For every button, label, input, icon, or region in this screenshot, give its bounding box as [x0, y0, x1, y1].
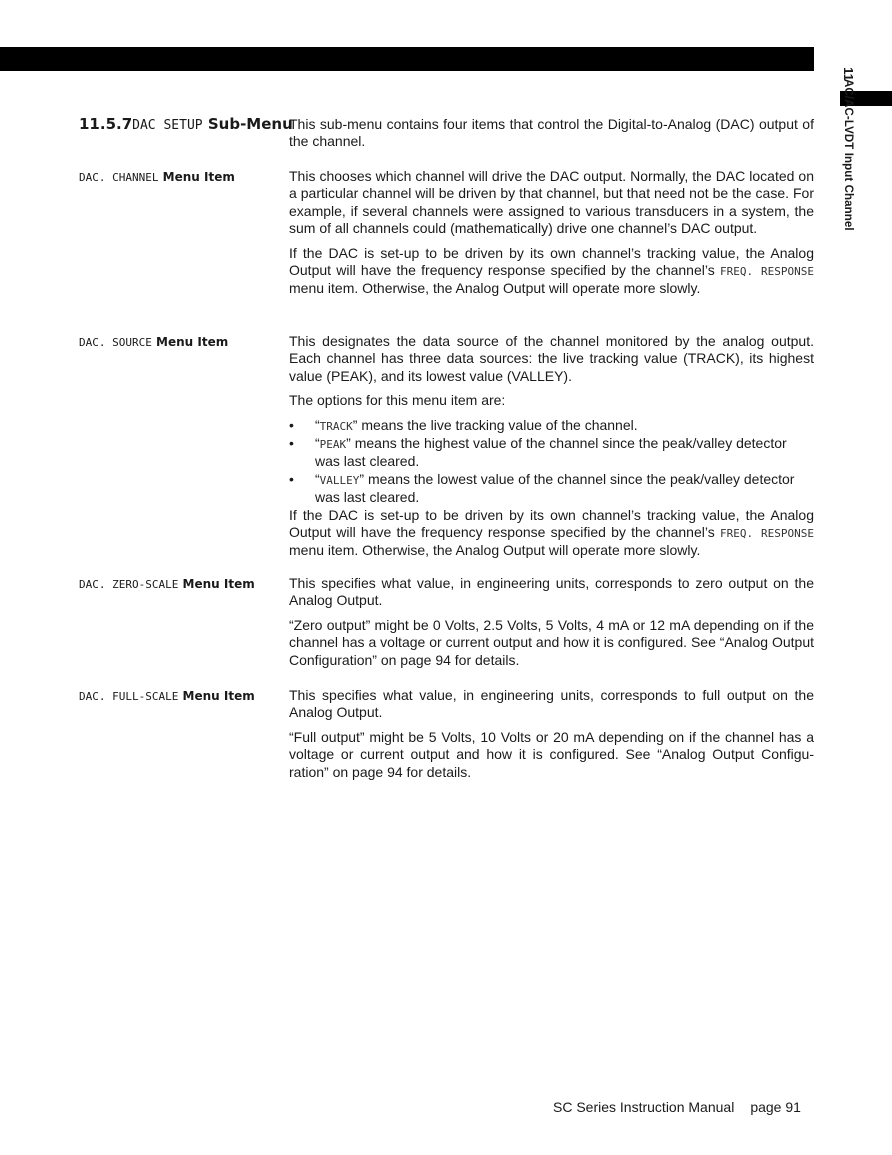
list-item — [289, 471, 814, 507]
item-body-source — [289, 333, 814, 560]
item-suffix-full-scale: Menu Item — [182, 689, 255, 703]
option-text-track: ” means the live tracking value of the channel. — [352, 416, 638, 433]
item-heading-channel — [79, 170, 235, 184]
item-code-full-scale: DAC. FULL-SCALE — [79, 690, 179, 703]
source-paragraph-1: This designates the data source of the channel monitored by the analog output. Each channel has three data sources: the live tracking value (TRACK), its highest value (PEAK), and its lowest value (VALLEY). — [289, 333, 814, 384]
page-number: page 91 — [750, 1099, 801, 1115]
channel-paragraph-1: This chooses which channel will drive the DAC output. Normally, the DAC located on a particular channel will be driven by that channel, but that need not be the case. For example, if several channels were assigned to various transducers in a system, the sum of all channels could (mathematically) drive one channel’s DAC output. — [289, 168, 814, 237]
item-code-zero-scale: DAC. ZERO-SCALE — [79, 578, 179, 591]
channel-p2-text: If the DAC is set-up to be driven by its own channel’s tracking value, the Analog Output will have the frequency response specified by the channel’s — [289, 244, 814, 279]
full-scale-paragraph-2: “Full output” might be 5 Volts, 10 Volts or 20 mA depending on if the channel has a voltage or current output and how it is configured. See “Analog Output Configu-ration” on page 94 for details. — [289, 728, 814, 780]
item-suffix-source: Menu Item — [156, 335, 229, 349]
channel-p2-text-end: menu item. Otherwise, the Analog Output will operate more slowly. — [289, 280, 701, 297]
option-code-valley: VALLEY — [319, 473, 360, 487]
section-intro: This sub-menu contains four items that control the Digital-to-Analog (DAC) output of the channel. — [289, 116, 814, 150]
section-intro-block — [289, 116, 814, 151]
section-number: 11.5.7 — [79, 115, 133, 133]
section-heading — [79, 115, 293, 133]
zero-scale-paragraph-2: “Zero output” might be 0 Volts, 2.5 Volts, 5 Volts, 4 mA or 12 mA depending on if the channel has a voltage or current output and how it is configured. See “Analog Output Configuration” on page 94 for details. — [289, 616, 814, 668]
freq-response-code: FREQ. RESPONSE — [719, 527, 814, 541]
section-code: DAC SETUP — [132, 118, 203, 133]
item-body-full-scale — [289, 687, 814, 781]
bullet-icon: • — [289, 416, 294, 433]
zero-scale-paragraph-1: This specifies what value, in engineering units, corresponds to zero output on the Analog Output. — [289, 575, 814, 609]
channel-paragraph-2 — [289, 245, 814, 298]
open-quote: “ — [315, 416, 320, 433]
source-paragraph-2: The options for this menu item are: — [289, 392, 506, 409]
section-title-suffix: Sub-Menu — [207, 115, 293, 133]
source-p3-text: If the DAC is set-up to be driven by its own channel’s tracking value, the Analog Output will have the frequency response specified by the channel’s — [289, 506, 814, 541]
header-rule — [0, 47, 814, 71]
bullet-icon: • — [289, 470, 294, 487]
option-text-peak: ” means the highest value of the channel since the peak/valley detector was last cleared. — [315, 435, 787, 470]
item-body-zero-scale — [289, 575, 814, 669]
manual-title: SC Series Instruction Manual — [553, 1099, 735, 1115]
item-heading-source — [79, 335, 228, 349]
full-scale-paragraph-1: This specifies what value, in engineering units, corresponds to full output on the Analog Output. — [289, 687, 814, 721]
option-text-valley: ” means the lowest value of the channel since the peak/valley detector was last cleared. — [315, 470, 795, 506]
open-quote: “ — [315, 470, 320, 487]
item-code-channel: DAC. CHANNEL — [79, 171, 159, 184]
item-body-channel — [289, 168, 814, 298]
page-footer — [553, 1099, 801, 1115]
source-paragraph-3 — [289, 507, 814, 560]
item-code-source: DAC. SOURCE — [79, 336, 152, 349]
source-p3-text-end: menu item. Otherwise, the Analog Output will operate more slowly. — [289, 542, 701, 559]
chapter-title: AC/AC-LVDT Input Channel — [842, 79, 854, 231]
option-code-track: TRACK — [319, 419, 353, 433]
item-heading-zero-scale — [79, 577, 255, 591]
chapter-number: 11 — [841, 67, 856, 81]
list-item — [289, 417, 814, 435]
item-suffix-zero-scale: Menu Item — [182, 577, 255, 591]
bullet-icon: • — [289, 435, 294, 452]
source-options-list — [289, 417, 814, 507]
open-quote: “ — [315, 435, 320, 452]
option-code-peak: PEAK — [319, 438, 347, 452]
item-suffix-channel: Menu Item — [162, 170, 235, 184]
freq-response-code: FREQ. RESPONSE — [719, 265, 814, 279]
item-heading-full-scale — [79, 689, 255, 703]
list-item — [289, 435, 814, 471]
